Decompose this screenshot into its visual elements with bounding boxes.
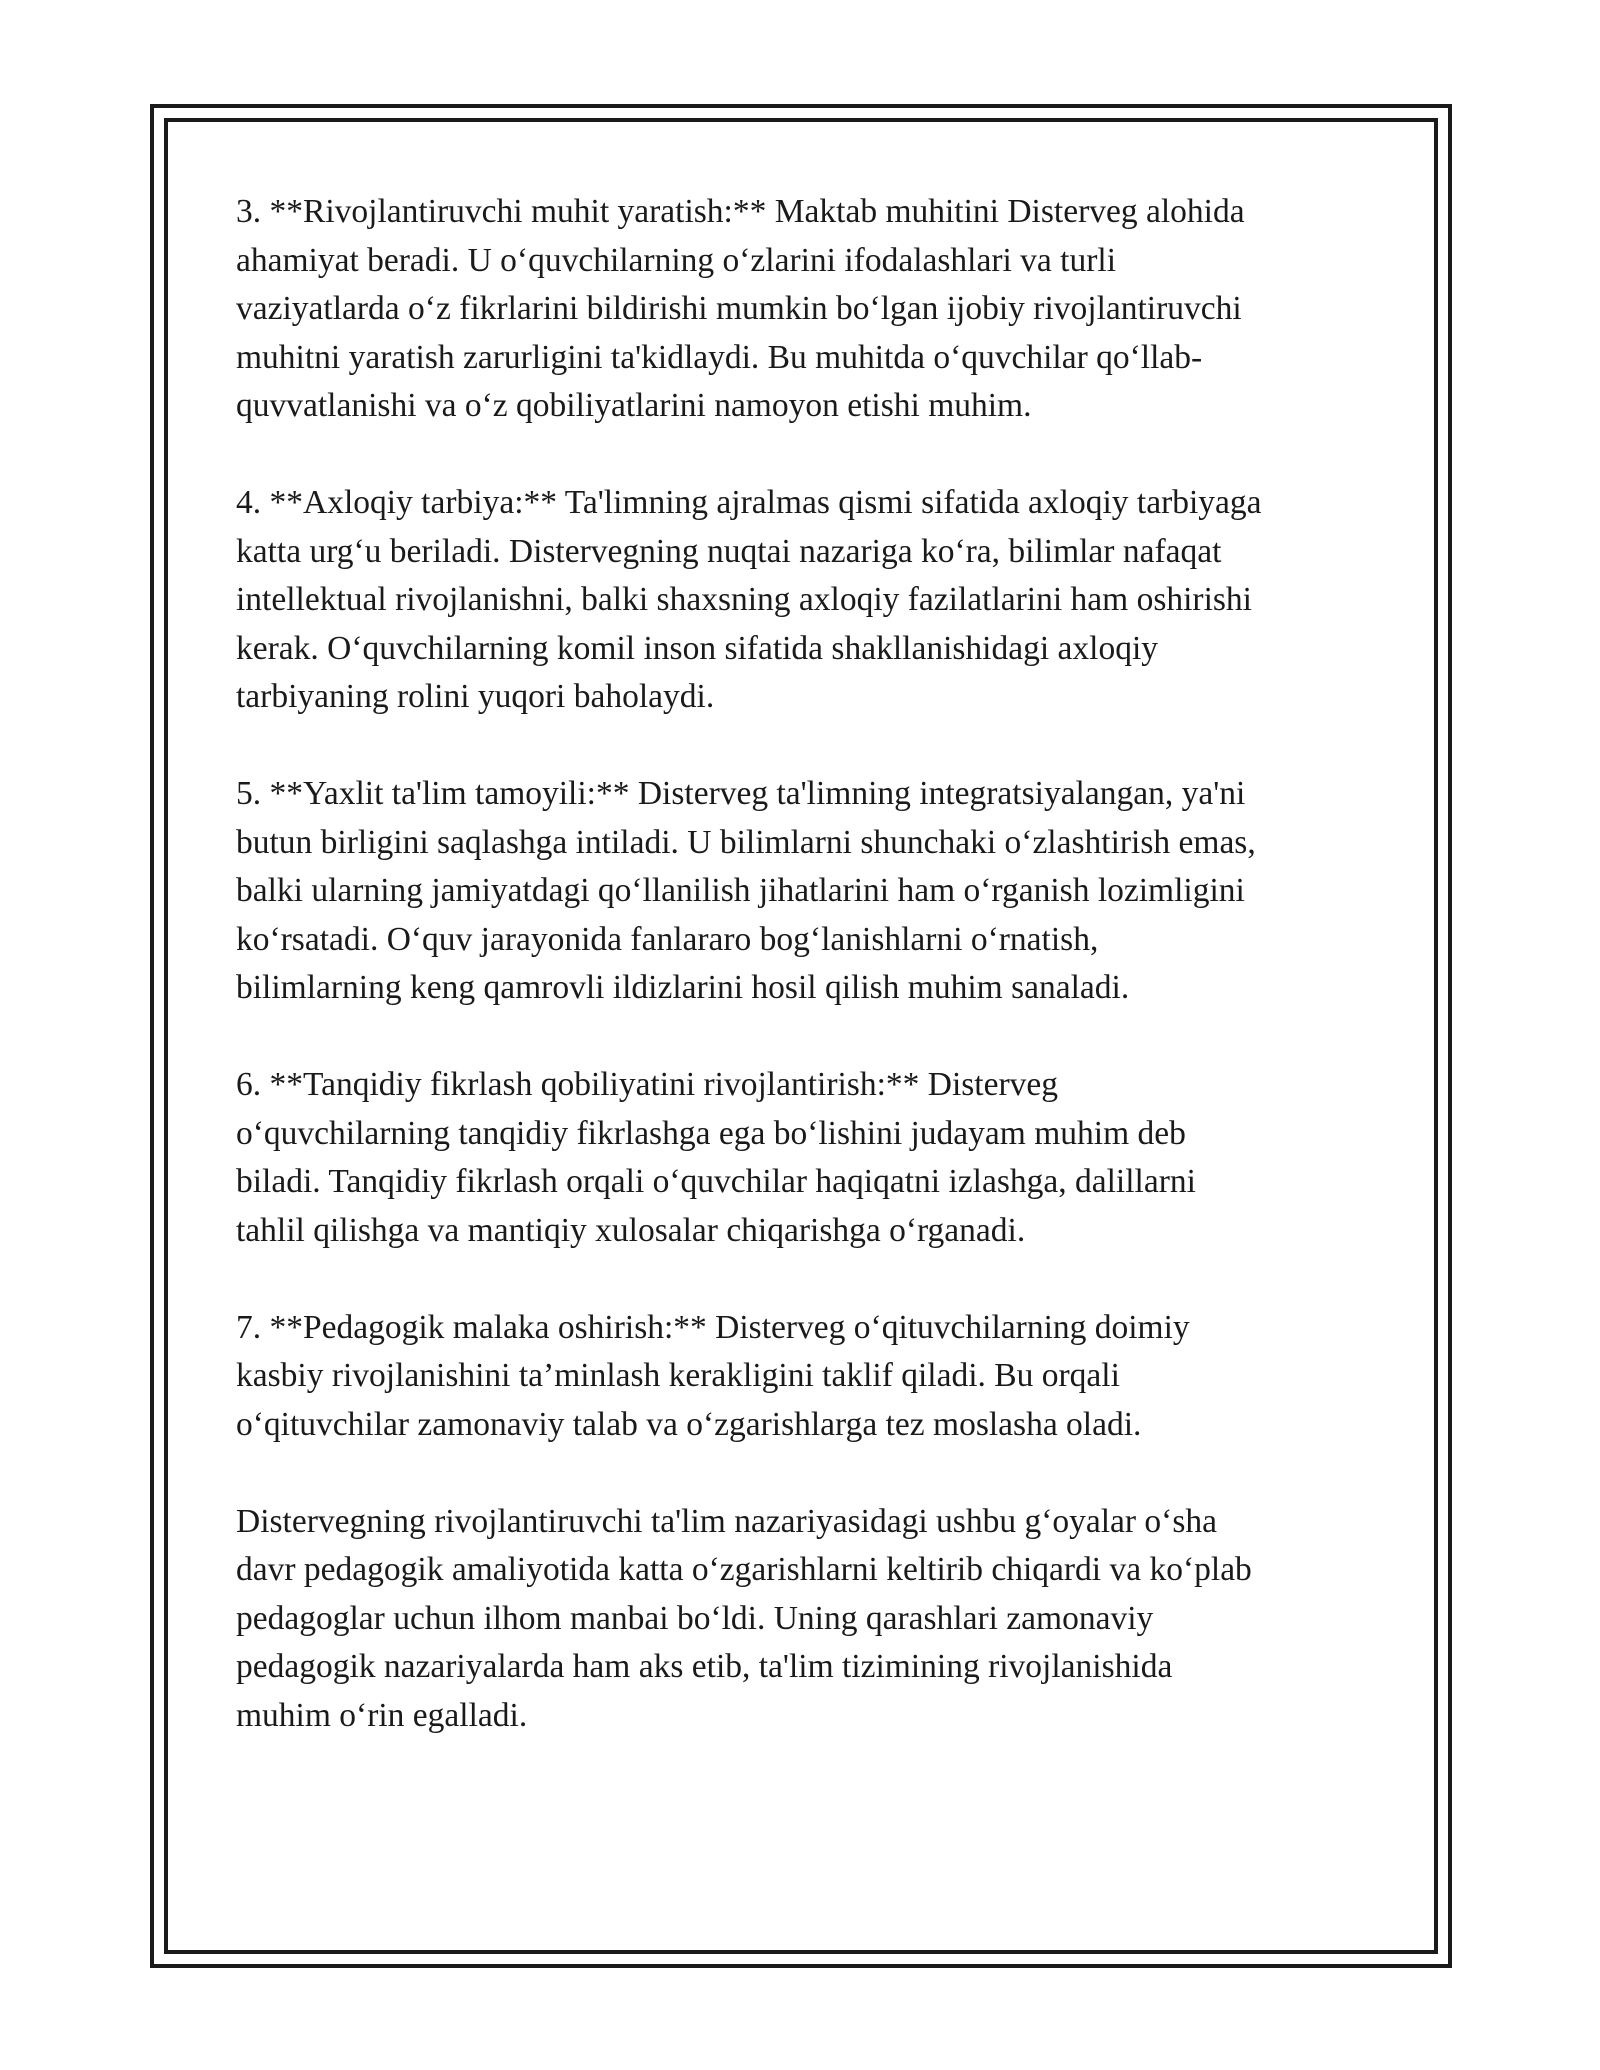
text-line: 3. **Rivojlantiruvchi muhit yaratish:** Maktab muhitini Disterveg alohida — [236, 193, 1245, 230]
text-line: bilimlarning keng qamrovli ildizlarini hosil qilish muhim sanaladi. — [236, 969, 1130, 1006]
paragraph-6-tanqidiy-fikrlash — [236, 1061, 1376, 1255]
paragraph-7-pedagogik-malaka — [236, 1304, 1376, 1450]
document-body — [236, 188, 1376, 1740]
text-line: o‘quvchilarning tanqidiy fikrlashga ega bo‘lishini judayam muhim deb — [236, 1114, 1186, 1152]
text-line: ko‘rsatadi. O‘quv jarayonida fanlararo bog‘lanishlarni o‘rnatish, — [236, 920, 1099, 958]
paragraph-4-axloqiy-tarbiya — [236, 479, 1376, 722]
paragraph-5-yaxlit-talim — [236, 770, 1376, 1013]
text-line: quvvatlanishi va o‘z qobiliyatlarini namoyon etishi muhim. — [236, 387, 1032, 424]
text-line: vaziyatlarda o‘z fikrlarini bildirishi mumkin bo‘lgan ijobiy rivojlantiruvchi — [236, 290, 1242, 327]
text-line: o‘qituvchilar zamonaviy talab va o‘zgarishlarga tez moslasha oladi. — [236, 1405, 1142, 1443]
text-line: 4. **Axloqiy tarbiya:** Ta'limning ajralmas qismi sifatida axloqiy tarbiyaga — [236, 484, 1262, 521]
text-line: kerak. O‘quvchilarning komil inson sifatida shakllanishidagi axloqiy — [236, 629, 1159, 667]
text-line: Distervegning rivojlantiruvchi ta'lim nazariyasidagi ushbu g‘oyalar o‘sha — [236, 1502, 1217, 1540]
text-line: butun birligini saqlashga intiladi. U bilimlarni shunchaki o‘zlashtirish emas, — [236, 823, 1256, 861]
text-line: intellektual rivojlanishni, balki shaxsning axloqiy fazilatlarini ham oshirishi — [236, 581, 1252, 618]
text-line: 7. **Pedagogik malaka oshirish:** Disterveg o‘qituvchilarning doimiy — [236, 1308, 1190, 1346]
text-line: pedagoglar uchun ilhom manbai bo‘ldi. Uning qarashlari zamonaviy — [236, 1599, 1154, 1637]
text-line: kasbiy rivojlanishini ta’minlash kerakligini taklif qiladi. Bu orqali — [236, 1357, 1120, 1394]
text-line: muhitni yaratish zarurligini ta'kidlaydi. Bu muhitda o‘quvchilar qo‘llab- — [236, 338, 1203, 376]
text-line: balki ularning jamiyatdagi qo‘llanilish jihatlarini ham o‘rganish lozimligini — [236, 872, 1245, 909]
text-line: ahamiyat beradi. U o‘quvchilarning o‘zlarini ifodalashlari va turli — [236, 241, 1116, 279]
text-line: tahlil qilishga va mantiqiy xulosalar chiqarishga o‘rganadi. — [236, 1211, 1026, 1249]
text-line: biladi. Tanqidiy fikrlash orqali o‘quvchilar haqiqatni izlashga, dalillarni — [236, 1163, 1196, 1200]
text-line: muhim o‘rin egalladi. — [236, 1696, 528, 1734]
paragraph-3-rivojlantiruvchi-muhit — [236, 188, 1376, 431]
text-line: davr pedagogik amaliyotida katta o‘zgarishlarni keltirib chiqardi va ko‘plab — [236, 1551, 1252, 1588]
text-line: 6. **Tanqidiy fikrlash qobiliyatini rivojlantirish:** Disterveg — [236, 1066, 1059, 1103]
text-line: katta urg‘u beriladi. Distervegning nuqtai nazariga ko‘ra, bilimlar nafaqat — [236, 532, 1222, 570]
text-line: 5. **Yaxlit ta'lim tamoyili:** Disterveg ta'limning integratsiyalangan, ya'ni — [236, 775, 1246, 812]
text-line: pedagogik nazariyalarda ham aks etib, ta'lim tizimining rivojlanishida — [236, 1648, 1173, 1685]
paragraph-conclusion — [236, 1498, 1376, 1741]
text-line: tarbiyaning rolini yuqori baholaydi. — [236, 678, 715, 715]
